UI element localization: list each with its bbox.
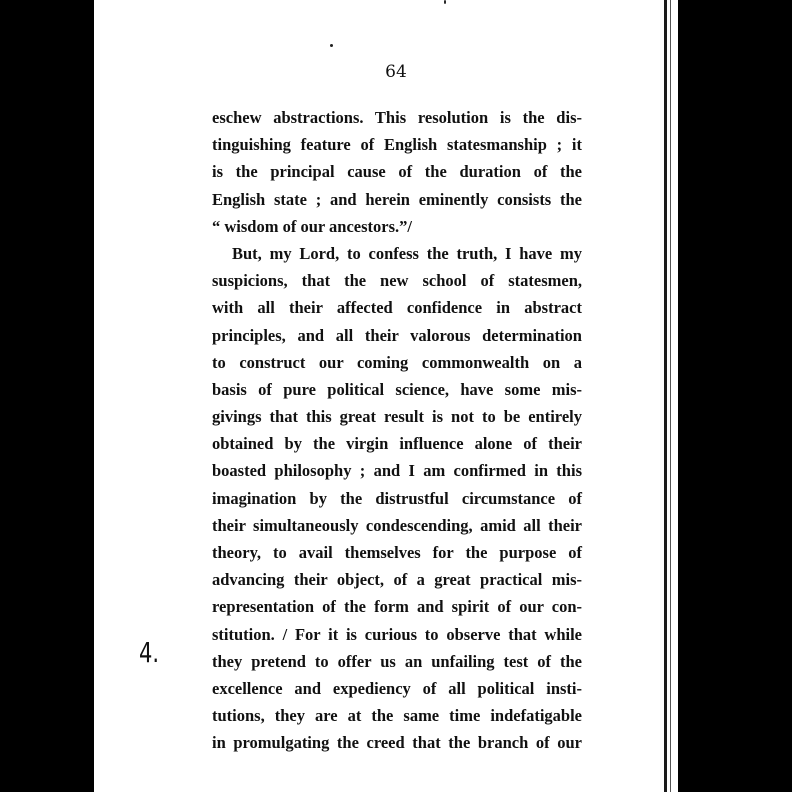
handwritten-margin-note: 4. bbox=[139, 636, 160, 669]
text-line: But, my Lord, to confess the truth, I have my bbox=[232, 243, 582, 263]
text-line: imagination by the distrustful circumstance of bbox=[212, 488, 582, 508]
binding-edge-shadow bbox=[670, 0, 671, 792]
right-border bbox=[678, 0, 792, 792]
text-line: obtained by the virgin influence alone of their bbox=[212, 434, 582, 454]
ink-speck bbox=[444, 0, 446, 4]
text-line: boasted philosophy ; and I am confirmed in this bbox=[212, 461, 582, 481]
body-text bbox=[212, 104, 582, 757]
text-line: tinguishing feature of English statesmanship ; it bbox=[212, 135, 582, 155]
text-line: to construct our coming commonwealth on a bbox=[212, 352, 582, 372]
text-line: English state ; and herein eminently consists the bbox=[212, 189, 582, 209]
text-line: advancing their object, of a great practical mis- bbox=[212, 570, 582, 590]
text-line: givings that this great result is not to be entirely bbox=[212, 407, 582, 427]
text-line: in promulgating the creed that the branch of our bbox=[212, 733, 582, 753]
text-line: theory, to avail themselves for the purpose of bbox=[212, 543, 582, 562]
text-line: basis of pure political science, have some mis- bbox=[212, 379, 582, 399]
text-line: they pretend to offer us an unfailing test of the bbox=[212, 651, 582, 671]
text-line: eschew abstractions. This resolution is the dis- bbox=[212, 108, 582, 127]
binding-edge bbox=[664, 0, 667, 792]
text-line: excellence and expediency of all political insti- bbox=[212, 678, 582, 698]
ink-speck bbox=[330, 44, 333, 47]
text-line: stitution. / For it is curious to observe that while bbox=[212, 624, 582, 644]
text-line: their simultaneously condescending, amid all their bbox=[212, 515, 582, 535]
page-number: 64 bbox=[385, 62, 407, 82]
text-line: suspicions, that the new school of statesmen, bbox=[212, 271, 582, 291]
text-line: tutions, they are at the same time indefatigable bbox=[212, 706, 582, 726]
text-line: principles, and all their valorous determination bbox=[212, 325, 582, 345]
text-line: representation of the form and spirit of our con- bbox=[212, 597, 582, 617]
text-line: is the principal cause of the duration of the bbox=[212, 162, 582, 182]
text-line: with all their affected confidence in abstract bbox=[212, 298, 582, 318]
text-line: “ wisdom of our ancestors.”/ bbox=[212, 216, 412, 236]
